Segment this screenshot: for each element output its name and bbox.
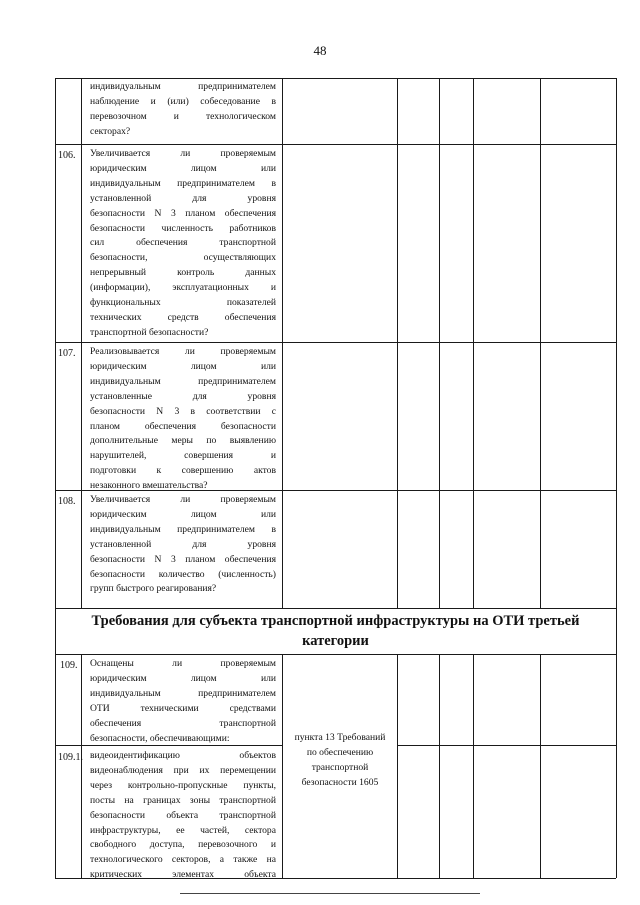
scan-bottom-edge (180, 893, 480, 894)
text-line: посты на границах зоны транспортной (90, 794, 276, 806)
text-line: индивидуальным предпринимателем (90, 687, 276, 699)
text-line: ОТИ техническими средствами (90, 702, 276, 714)
row-divider (55, 144, 397, 145)
col-line-ref (397, 78, 398, 608)
text-line: установленные для уровня (90, 390, 276, 402)
col-line-ref-2 (397, 654, 398, 878)
text-line: безопасности N 3 в соответствии с (90, 405, 276, 417)
page-number: 48 (313, 43, 327, 58)
text-line: технических средств обеспечения (90, 311, 276, 323)
text-line: юридическим лицом или (90, 508, 276, 520)
question-text (90, 80, 276, 140)
text-line: Оснащены ли проверяемым (90, 658, 276, 669)
text-line: юридическим лицом или (90, 162, 276, 174)
text-line: пункта 13 Требований (294, 732, 386, 743)
text-line: Увеличивается ли проверяемым (90, 148, 276, 159)
row-divider (397, 490, 616, 491)
row-number: 106. (58, 150, 76, 161)
text-line: (информации), эксплуатационных и (90, 282, 276, 294)
text-line: сил обеспечения транспортной (90, 237, 276, 249)
text-line: индивидуальным предпринимателем в (90, 523, 276, 535)
text-line: подготовки к совершению актов (90, 465, 276, 477)
text-line: безопасности численность работников (90, 222, 276, 234)
row-divider (397, 144, 616, 145)
row-number: 109. (60, 660, 78, 671)
section-heading-line: Требования для субъекта транспортной инфраструктуры на ОТИ третьей (91, 613, 580, 629)
table-right-border (616, 78, 617, 878)
text-line: планом обеспечения безопасности (90, 420, 276, 432)
text-line: видеонаблюдения при их перемещении (90, 764, 276, 776)
question-text (90, 749, 276, 883)
row-number: 108. (58, 496, 76, 507)
col-line-na-2 (540, 654, 541, 878)
text-line: Реализовывается ли проверяемым (90, 346, 276, 357)
text-line: свободного доступа, перевозочного и (90, 839, 276, 851)
text-line: установленной для уровня (90, 538, 276, 550)
text-line: индивидуальным предпринимателем в (90, 177, 276, 189)
legal-reference (287, 731, 393, 791)
text-line: транспортной безопасности? (90, 326, 209, 338)
text-line: критических элементах объекта (90, 869, 276, 881)
text-line: безопасности 1605 (301, 776, 379, 788)
text-line: технологического секторов, а также на (90, 854, 276, 866)
row-divider (55, 342, 397, 343)
table-top-border (55, 78, 616, 79)
question-text (90, 657, 276, 746)
col-line-question (282, 78, 283, 608)
text-line: юридическим лицом или (90, 360, 276, 372)
col-line-no-2 (473, 654, 474, 878)
text-line: безопасности объекта транспортной (90, 809, 276, 821)
text-line: индивидуальным предпринимателем (90, 375, 276, 387)
table-left-border (55, 78, 56, 878)
section-heading (75, 611, 596, 651)
col-line-question-2 (282, 654, 283, 878)
col-line-no (473, 78, 474, 608)
section-heading-line: категории (302, 633, 369, 649)
question-text (90, 493, 276, 597)
text-line: инфраструктуры, ее частей, сектора (90, 824, 276, 836)
text-line: функциональных показателей (90, 297, 276, 309)
text-line: непрерывный контроль данных (90, 267, 276, 279)
text-line: безопасности N 3 планом обеспечения (90, 553, 276, 565)
text-line: безопасности количество (численность) (90, 568, 276, 580)
section-top-border (55, 608, 616, 609)
text-line: нарушителей, совершения и (90, 450, 276, 462)
row-divider (397, 342, 616, 343)
text-line: безопасности N 3 планом обеспечения (90, 207, 276, 219)
row-number: 109.1. (58, 752, 83, 763)
question-text (90, 345, 276, 494)
text-line: через контрольно-пропускные пункты, (90, 779, 276, 791)
text-line: Увеличивается ли проверяемым (90, 494, 276, 505)
col-line-na (540, 78, 541, 608)
text-line: транспортной (311, 761, 369, 773)
text-line: по обеспечению (306, 746, 374, 758)
col-line-yes (439, 78, 440, 608)
row-number: 107. (58, 348, 76, 359)
text-line: перевозочном и технологическом (90, 110, 276, 122)
row-divider (397, 745, 616, 746)
requirements-table (55, 78, 616, 881)
text-line: групп быстрого реагирования? (90, 583, 217, 595)
text-line: видеоидентификацию объектов (90, 750, 276, 761)
col-line-yes-2 (439, 654, 440, 878)
text-line: установленной для уровня (90, 192, 276, 204)
text-line: юридическим лицом или (90, 672, 276, 684)
col-line-number-2 (81, 654, 82, 878)
text-line: незаконного вмешательства? (90, 480, 208, 492)
text-line: безопасности, обеспечивающими: (90, 732, 230, 744)
text-line: секторах? (90, 125, 131, 137)
question-text (90, 147, 276, 341)
text-line: наблюдение и (или) собеседование в (90, 95, 276, 107)
col-line-number (81, 78, 82, 608)
text-line: индивидуальным предпринимателем (90, 81, 276, 92)
text-line: дополнительные меры по выявлению (90, 435, 276, 447)
text-line: безопасности, осуществляющих (90, 252, 276, 264)
text-line: обеспечения транспортной (90, 717, 276, 729)
section-bottom-border (55, 654, 616, 655)
